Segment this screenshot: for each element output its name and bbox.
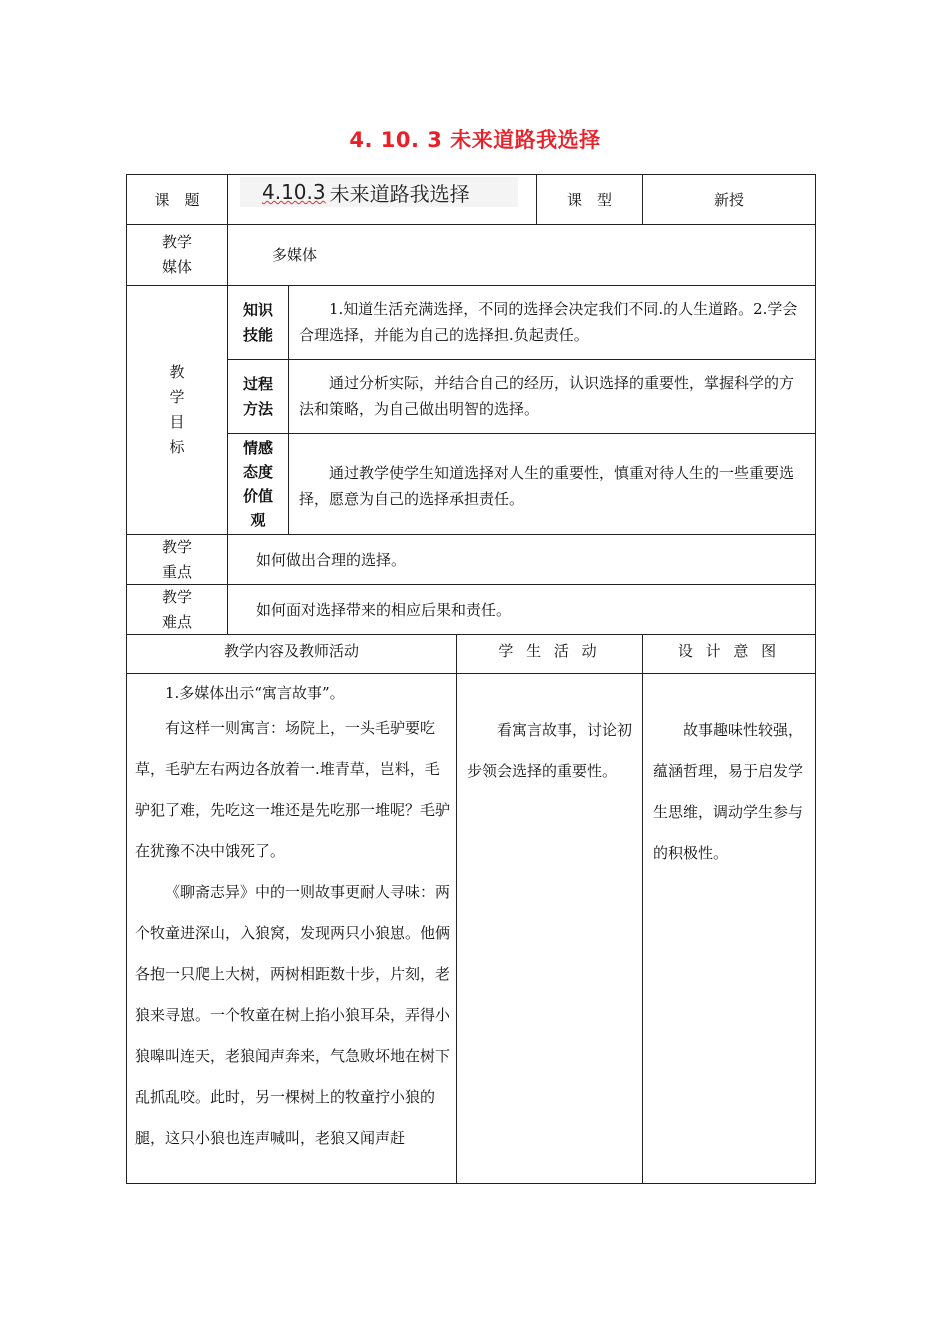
keypoint-label: 教学重点 xyxy=(161,537,192,581)
media-value-cell xyxy=(227,224,816,286)
student-activity-text: 看寓言故事，讨论初步领会选择的重要性。 xyxy=(467,721,633,780)
difficulty-label-cell xyxy=(126,584,228,635)
objectives-label-cell xyxy=(126,285,228,535)
type-label-cell xyxy=(536,174,643,225)
emotion-label: 情感态度价值观 xyxy=(242,439,273,529)
emotion-text: 通过教学使学生知道选择对人生的重要性，慎重对待人生的一些重要选择，愿意为自己的选择承担责任。 xyxy=(299,464,795,508)
process-label-cell xyxy=(227,359,289,434)
teacher-header: 教学内容及教师活动 xyxy=(223,642,359,660)
teacher-paragraph-2: 有这样一则寓言：场院上，一头毛驴要吃草，毛驴左右两边各放着一.堆青草，岂料，毛驴犯了难，先吃这一堆还是先吃那一堆呢？毛驴在犹豫不决中饿死了。 xyxy=(135,719,451,860)
course-label: 课 题 xyxy=(154,190,200,209)
type-value-cell xyxy=(642,174,816,225)
process-text-cell xyxy=(288,359,816,434)
knowledge-label-cell xyxy=(227,285,289,360)
lesson-code: 4.10.3 xyxy=(262,180,326,204)
objectives-label: 教学目标 xyxy=(169,363,185,456)
media-label-cell xyxy=(126,224,228,286)
design-header: 设 计 意 图 xyxy=(677,642,781,660)
student-activity-cell xyxy=(456,673,643,1184)
difficulty-value-cell xyxy=(227,584,816,635)
lesson-title-image xyxy=(240,177,518,207)
lesson-title-cell xyxy=(227,174,537,225)
teacher-paragraph-3: 《聊斋志异》中的一则故事更耐人寻味：两个牧童进深山，入狼窝，发现两只小狼崽。他俩各抱一只爬上大树，两树相距数十步，片刻，老狼来寻崽。一个牧童在树上掐小狼耳朵，弄得小狼嗥叫连天，老狼闻声奔来，气急败坏地在树下乱抓乱咬。此时，另一棵树上的牧童拧小狼的腿，这只小狼也连声喊叫，老狼又闻声赶 xyxy=(135,883,451,1147)
knowledge-text-cell xyxy=(288,285,816,360)
keypoint-label-cell xyxy=(126,534,228,585)
teacher-paragraph-1: 1.多媒体出示“寓言故事”。 xyxy=(165,684,345,702)
design-intent-text: 故事趣味性较强，蕴涵哲理，易于启发学生思维，调动学生参与的积极性。 xyxy=(653,721,804,862)
keypoint-value-cell xyxy=(227,534,816,585)
document-title: 4. 10. 3 未来道路我选择 xyxy=(349,128,601,152)
difficulty-value: 如何面对选择带来的相应后果和责任。 xyxy=(256,601,512,619)
media-value: 多媒体 xyxy=(272,246,318,264)
type-value: 新授 xyxy=(713,190,744,209)
course-label-cell xyxy=(126,174,228,225)
media-label: 教学媒体 xyxy=(161,233,192,276)
process-label: 过程方法 xyxy=(242,374,273,418)
knowledge-label: 知识技能 xyxy=(242,300,273,344)
lesson-name: 未来道路我选择 xyxy=(329,181,470,206)
design-header-cell xyxy=(642,634,816,674)
emotion-text-cell xyxy=(288,433,816,535)
student-header: 学 生 活 动 xyxy=(498,642,601,660)
teacher-content-cell xyxy=(126,673,457,1184)
teacher-header-cell xyxy=(126,634,457,674)
knowledge-text: 1.知道生活充满选择，不同的选择会决定我们不同.的人生道路。2.学会合理选择，并能为自己的选择担.负起责任。 xyxy=(299,300,798,344)
emotion-label-cell xyxy=(227,433,289,535)
type-label: 课 型 xyxy=(566,190,612,209)
student-header-cell xyxy=(456,634,643,674)
design-intent-cell xyxy=(642,673,816,1184)
process-text: 通过分析实际，并结合自己的经历，认识选择的重要性，掌握科学的方法和策略，为自己做出明智的选择。 xyxy=(299,374,795,418)
difficulty-label: 教学难点 xyxy=(161,587,192,631)
keypoint-value: 如何做出合理的选择。 xyxy=(256,551,407,569)
